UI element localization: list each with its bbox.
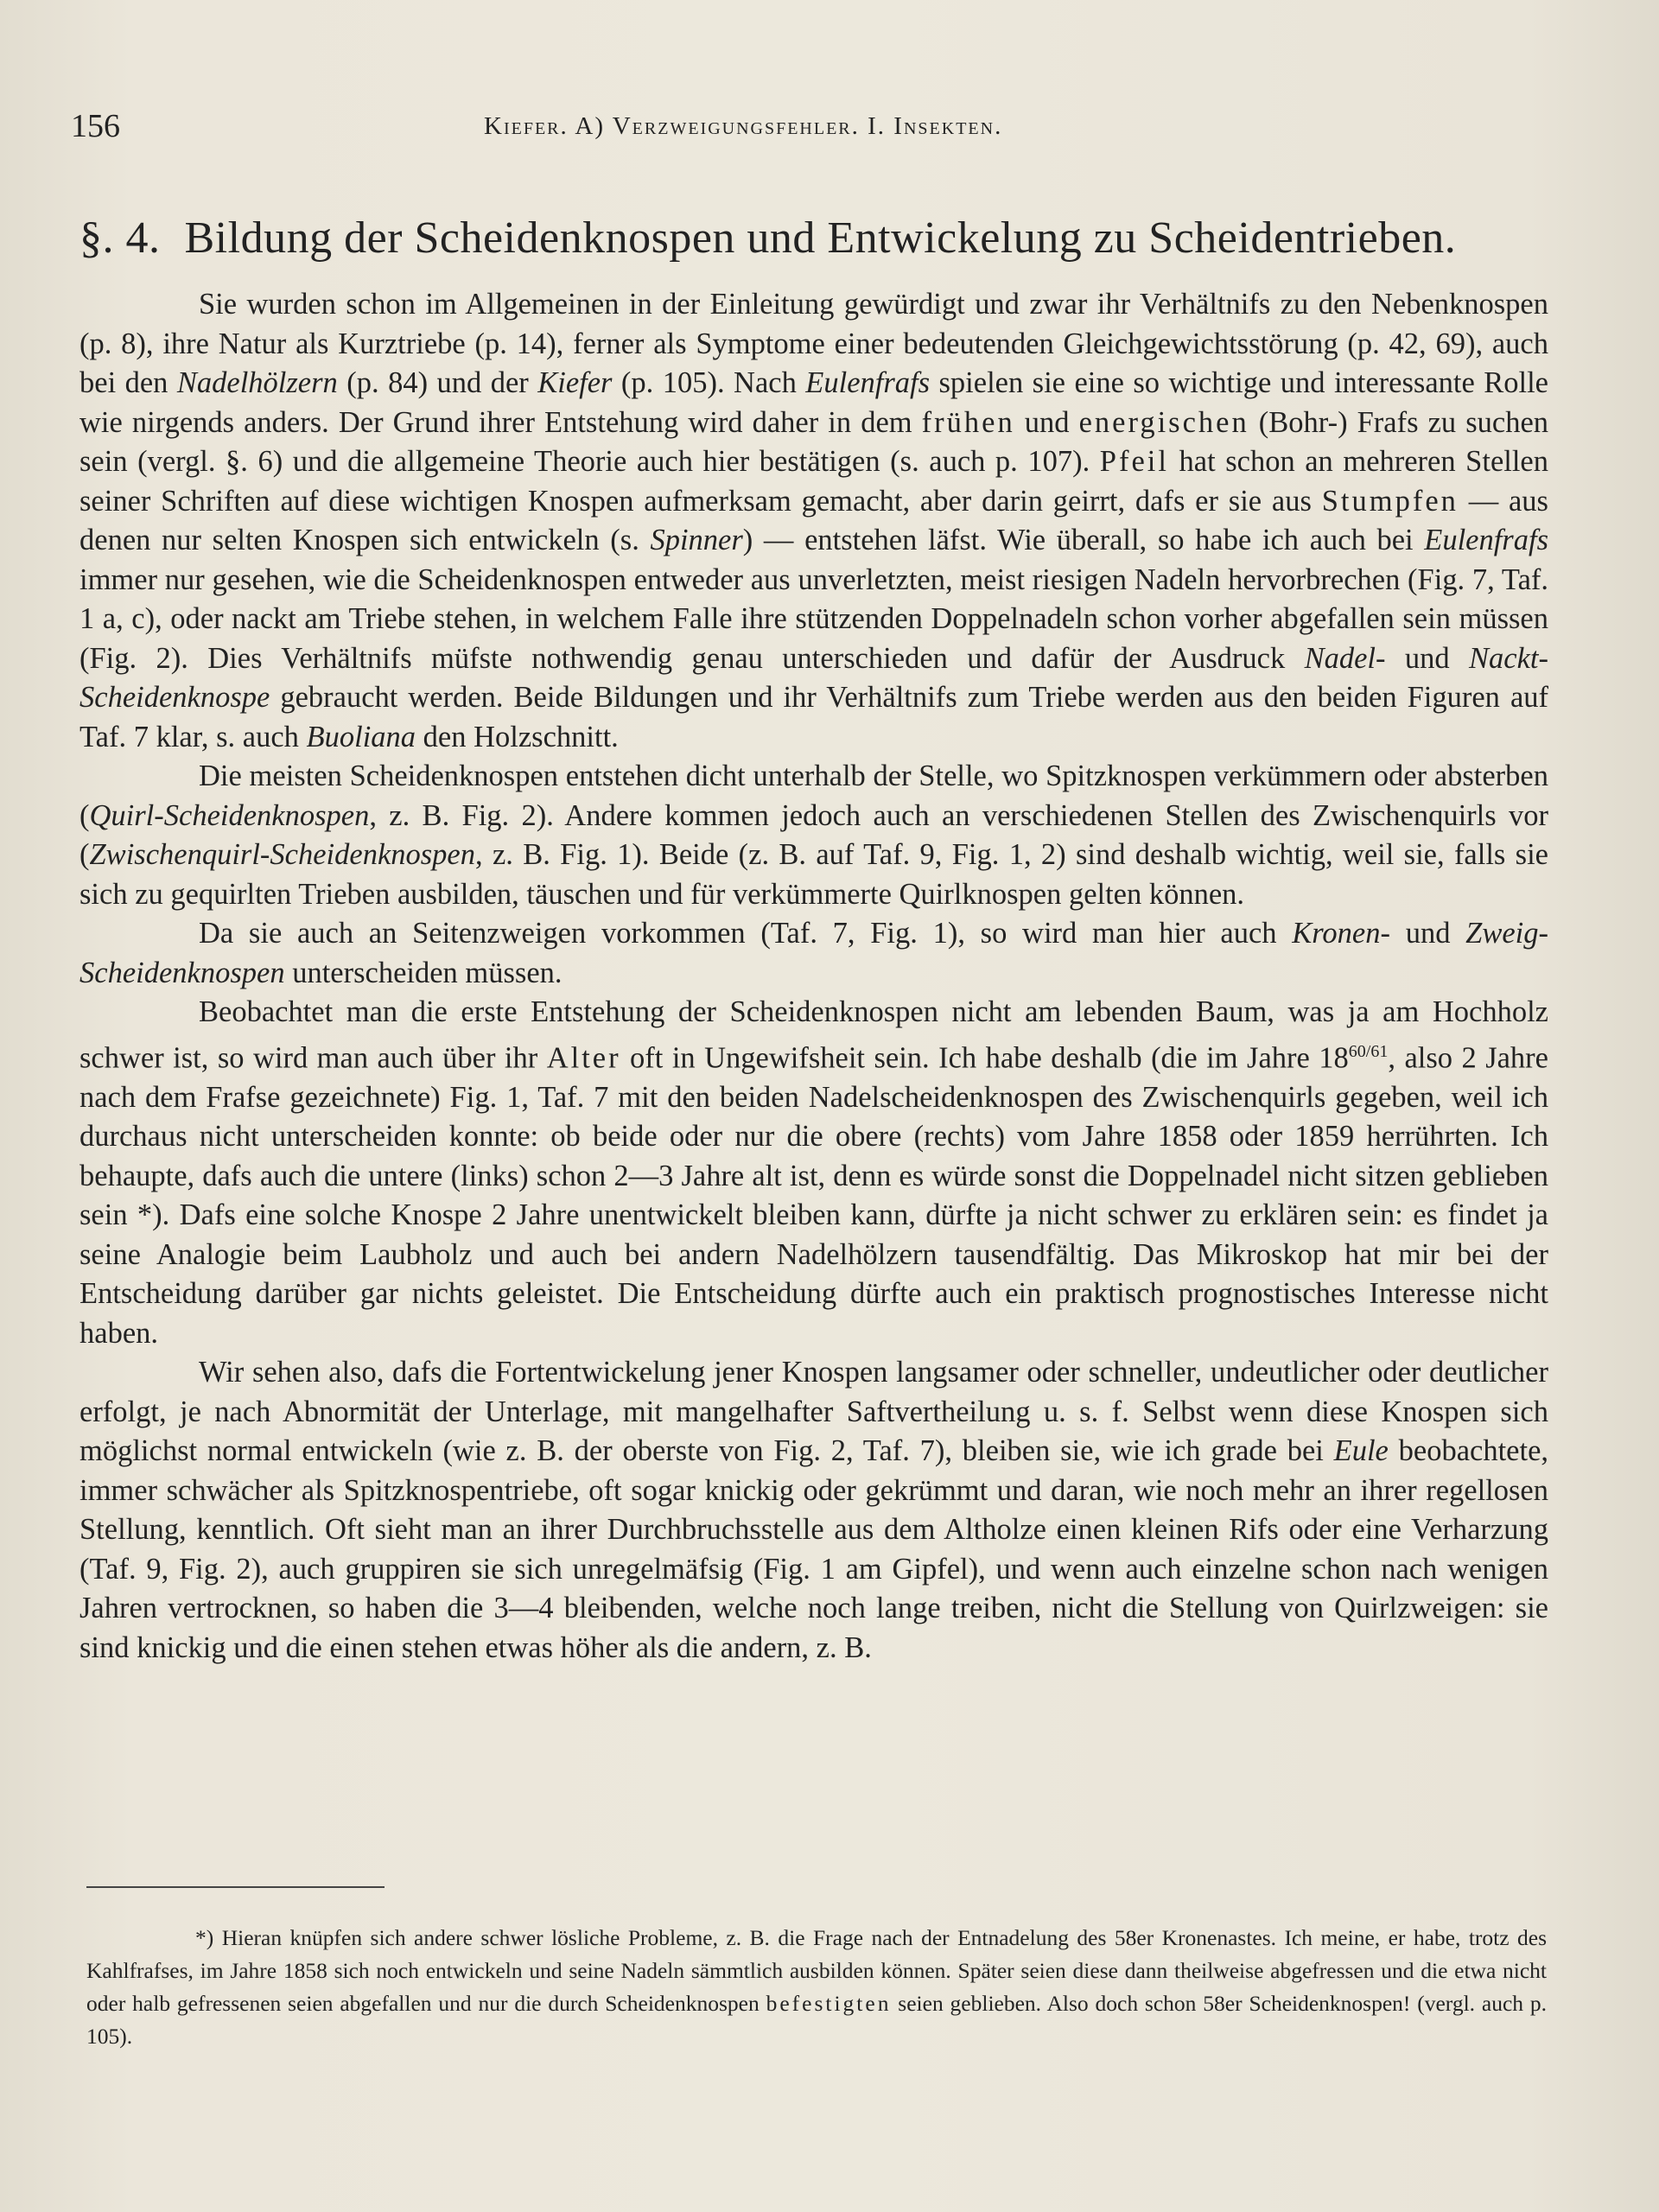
paragraph-5: Wir sehen also, dafs die Fortentwickelung jener Knospen langsamer oder schneller, undeutlicher oder deutlicher erfolgt, je nach Abnormität der Unterlage, mit mangelhafter Saftvertheilung u. s. f. Selbst wenn diese Knospen sich möglichst normal entwickeln (wie z. B. der oberste von Fig. 2, Taf. 7), bleiben sie, wie ich grade bei Eule beobachtete, immer schwächer als Spitzknospentriebe, oft sogar knickig oder gekrümmt und daran, wie noch mehr an ihrer regellosen Stellung, kenntlich. Oft sieht man an ihrer Durchbruchsstelle aus dem Altholze einen kleinen Rifs oder eine Verharzung (Taf. 9, Fig. 2), auch gruppiren sie sich unregelmäfsig (Fig. 1 am Gipfel), und wenn auch einzelne schon nach wenigen Jahren vertrocknen, so haben die 3—4 bleibenden, welche noch lange treiben, nicht die Stellung von Quirlzweigen: sie sind knickig und die einen stehen etwas höher als die andern, z. B. (79, 1356, 1549, 1664)
section-number: §. 4. (79, 213, 161, 263)
section-title: Bildung der Scheidenknospen und Entwickelung zu Scheidentrieben. (184, 213, 1457, 263)
paragraph-3: Da sie auch an Seitenzweigen vorkommen (Taf. 7, Fig. 1), so wird man hier auch Kronen- und Zweig-Scheidenknospen unterscheiden müssen. (79, 917, 1548, 989)
running-title: Kiefer. A) Verzweigungsfehler. I. Insekten. (484, 112, 1003, 140)
paragraph-4: Beobachtet man die erste Entstehung der Scheidenknospen nicht am lebenden Baum, was ja am Hochholz schwer ist, so wird man auch über ihr Alter oft in Ungewifsheit sein. Ich habe deshalb (die im Jahre $18^{60/61}$, also 2 Jahre nach dem Frafse gezeichnete) Fig. 1, Taf. 7 mit den beiden Nadelscheidenknospen des Zwischenquirls gegeben, weil ich durchaus nicht unterscheiden konnte: ob beide oder nur die obere (rechts) vom Jahre 1858 oder 1859 herrührten. Ich behaupte, dafs auch die untere (links) schon 2—3 Jahre alt ist, denn es würde sonst die Doppelnadel nicht sitzen geblieben sein *). Dafs eine solche Knospe 2 Jahre unentwickelt bleiben kann, dürfte ja nicht schwer zu erklären sein: es findet ja seine Analogie beim Laubholz und auch bei andern Nadelhölzern tausendfältig. Das Mikroskop hat mir bei der Entscheidung darüber gar nichts geleistet. Die Entscheidung dürfte auch ein praktisch prognostisches Interesse nicht haben. (79, 995, 1548, 1350)
footnote-divider (86, 1886, 385, 1888)
section-heading (79, 213, 1548, 264)
page-number: 156 (71, 108, 120, 144)
footnote: *) Hieran knüpfen sich andere schwer lösliche Probleme, z. B. die Frage nach der Entnadelung des 58er Kronenastes. Ich meine, er habe, trotz des Kahlfrafses, im Jahre 1858 sich noch entwickeln und seine Nadeln sämmtlich ausbilden können. Später seien diese dann theilweise abgefressen und die etwa nicht oder halb gefressenen seien abgefallen und nur die durch Scheidenknospen befestigten seien geblieben. Also doch schon 58er Scheidenknospen! (vergl. auch p. 105). (86, 1925, 1548, 2049)
paragraph-1: Sie wurden schon im Allgemeinen in der Einleitung gewürdigt und zwar ihr Verhältnifs zu den Nebenknospen (p. 8), ihre Natur als Kurztriebe (p. 14), ferner als Symptome einer bedeutenden Gleichgewichtsstörung (p. 42, 69), auch bei den Nadelhölzern (p. 84) und der Kiefer (p. 105). Nach Eulenfrafs spielen sie eine so wichtige und interessante Rolle wie nirgends anders. Der Grund ihrer Entstehung wird daher in dem frühen und energischen (Bohr-) Frafs zu suchen sein (vergl. §. 6) und die allgemeine Theorie auch hier bestätigen (s. auch p. 107). Pfeil hat schon an mehreren Stellen seiner Schriften auf diese wichtigen Knospen aufmerksam gemacht, aber darin geirrt, dafs er sie aus Stumpfen — aus denen nur selten Knospen sich entwickeln (s. Spinner) — entstehen läfst. Wie überall, so habe ich auch bei Eulenfrafs immer nur gesehen, wie die Scheidenknospen entweder aus unverletzten, meist riesigen Nadeln hervorbrechen (Fig. 7, Taf. 1 a, c), oder nackt am Triebe stehen, in welchem Falle ihre stützenden Doppelnadeln schon vorher abgefallen sein müssen (Fig. 2). Dies Verhältnifs müfste nothwendig genau unterschieden und dafür der Ausdruck Nadel- und Nackt-Scheidenknospe gebraucht werden. Beide Bildungen und ihr Verhältnifs zum Triebe werden aus den beiden Figuren auf Taf. 7 klar, s. auch Buoliana den Holzschnitt. (79, 288, 1549, 753)
paragraph-2: Die meisten Scheidenknospen entstehen dicht unterhalb der Stelle, wo Spitzknospen verkümmern oder absterben (Quirl-Scheidenknospen, z. B. Fig. 2). Andere kommen jedoch auch an verschiedenen Stellen des Zwischenquirls vor (Zwischenquirl-Scheidenknospen, z. B. Fig. 1). Beide (z. B. auf Taf. 9, Fig. 1, 2) sind deshalb wichtig, weil sie, falls sie sich zu gequirlten Trieben ausbilden, täuschen und für verkümmerte Quirlknospen gelten können. (79, 760, 1548, 911)
page-header (71, 107, 1574, 159)
body-text (79, 285, 1548, 1668)
year-fraction: 60/61 (1348, 1041, 1389, 1061)
